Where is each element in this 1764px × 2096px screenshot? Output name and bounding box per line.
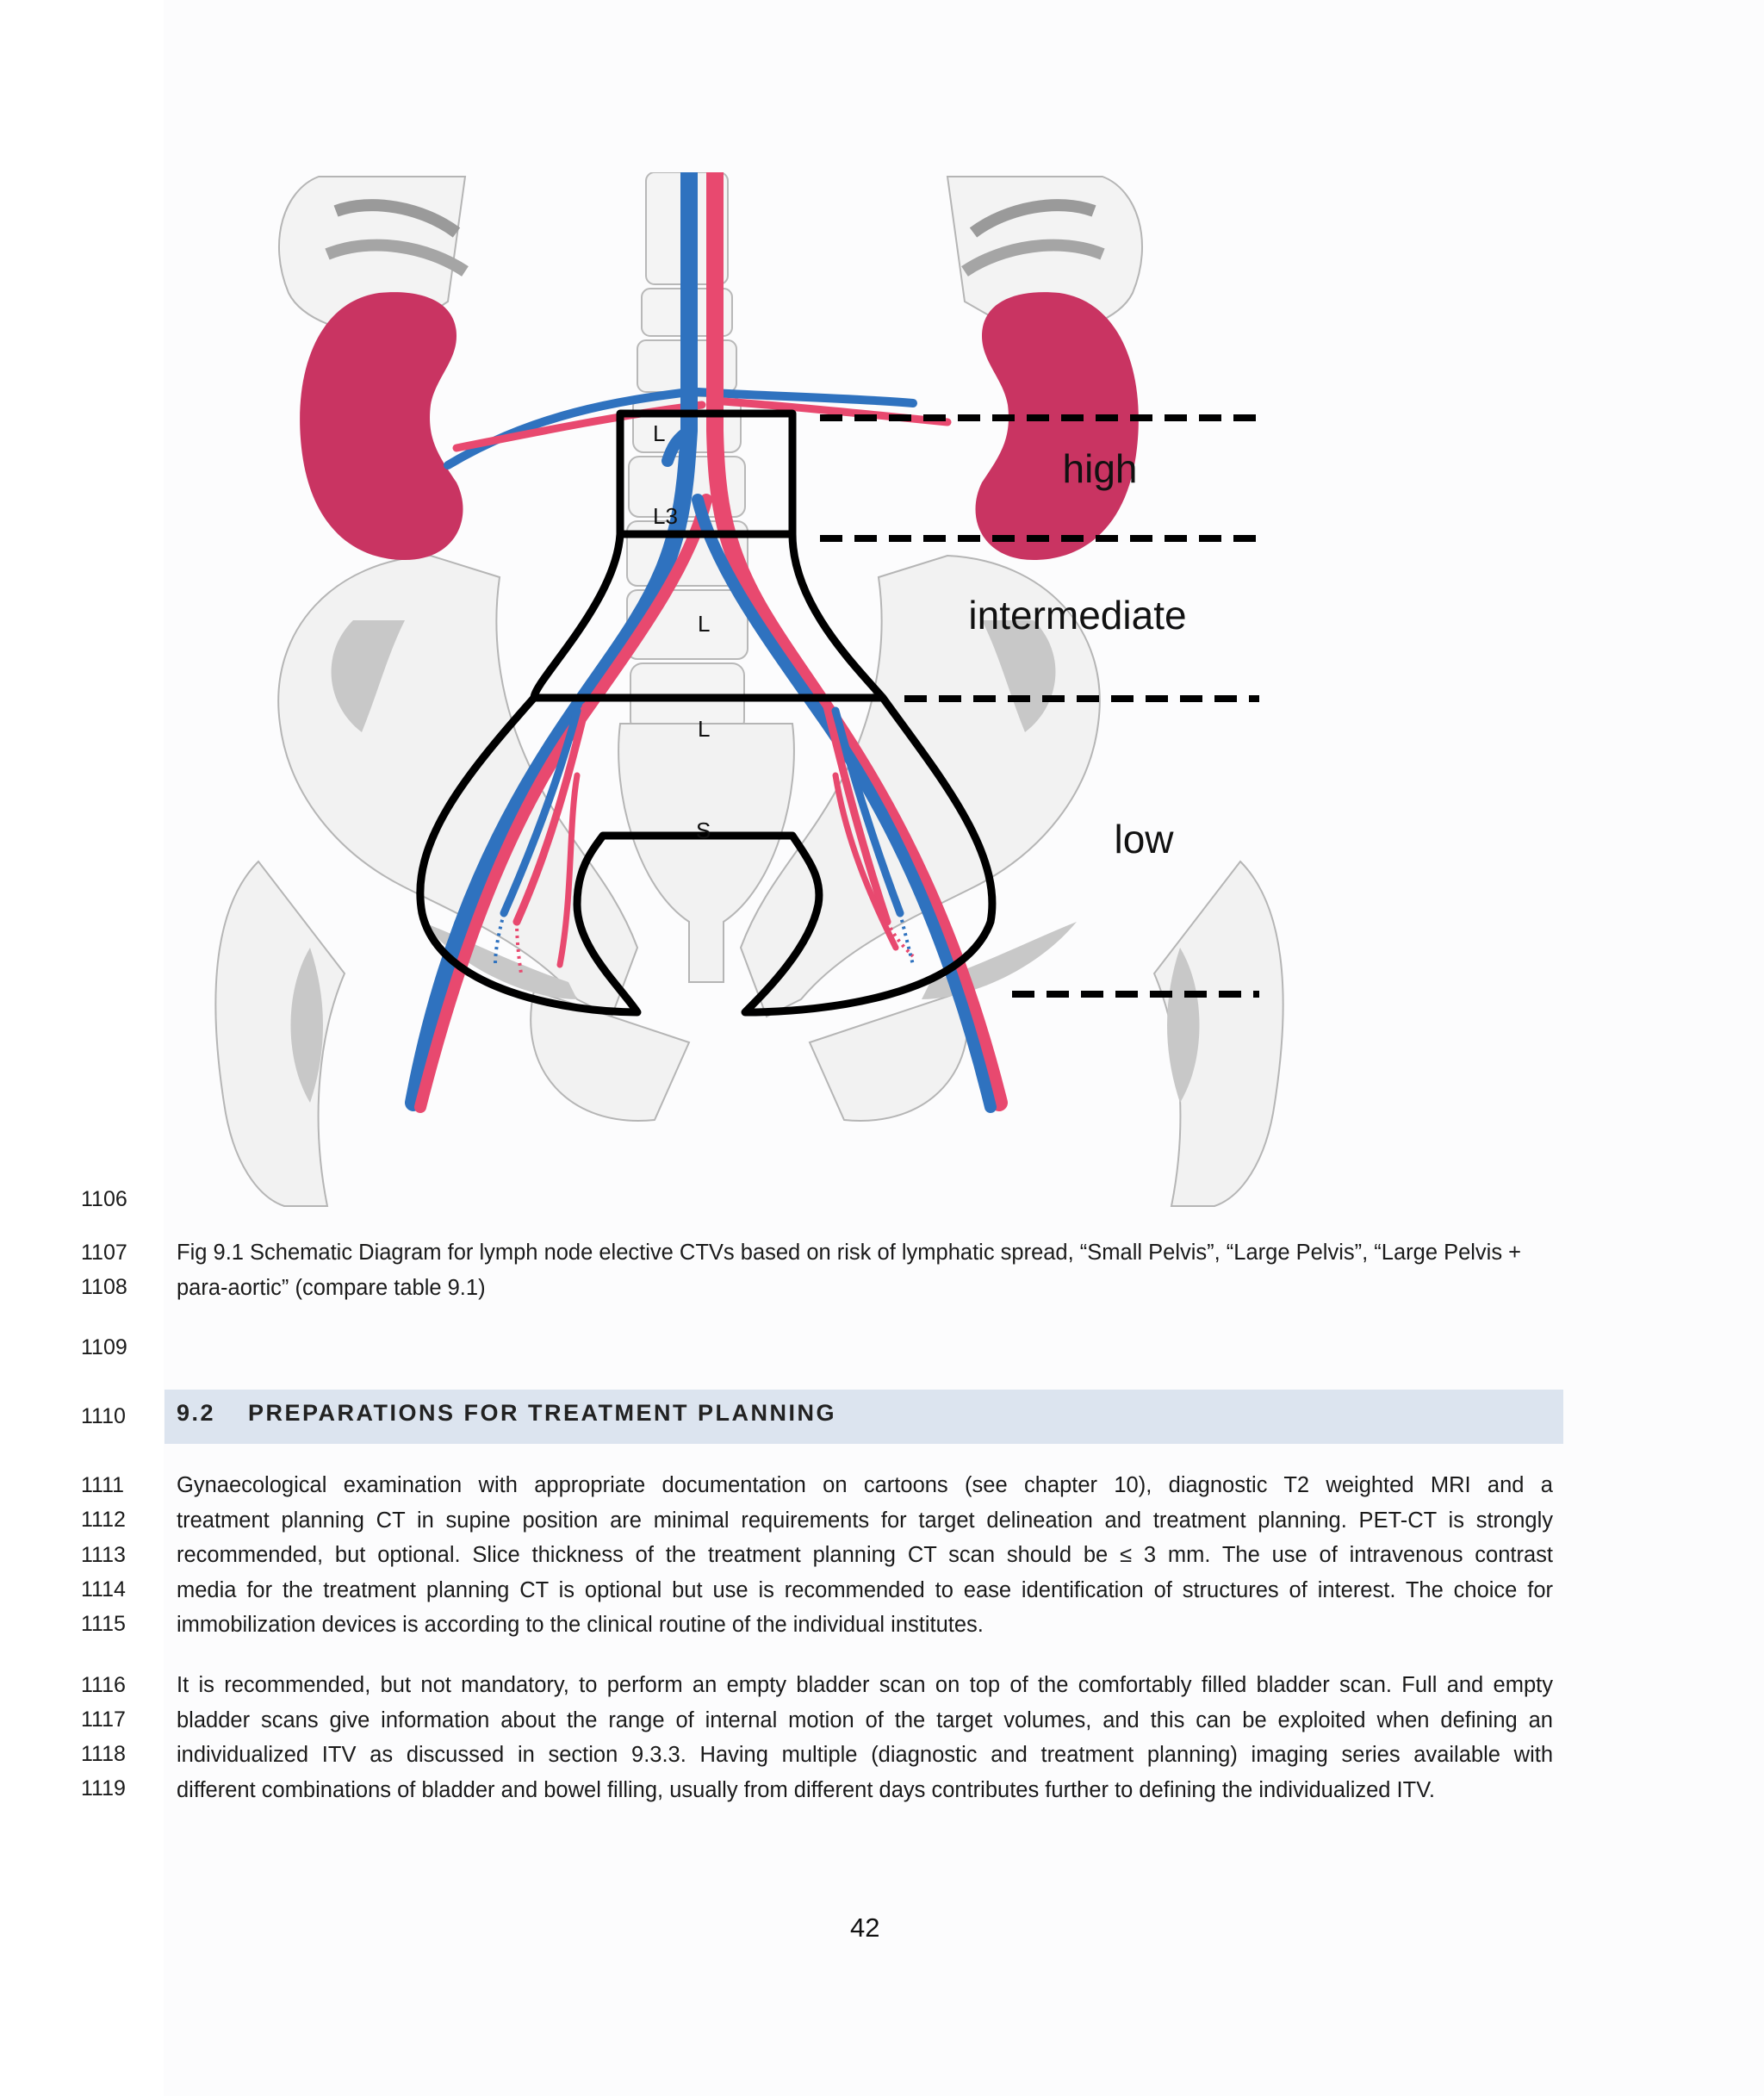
line-number: 1111	[81, 1473, 125, 1497]
vertebra-label-l4: L	[698, 611, 711, 637]
line-number: 1113	[81, 1543, 126, 1567]
text-line: treatment planning CT in supine position are minimal requirements for target delineation and treatment planning. PET-CT is strongly	[177, 1508, 1553, 1533]
caption-line: Fig 9.1 Schematic Diagram for lymph node elective CTVs based on risk of lymphatic spread, “Small Pelvis”, “Large Pelvis”, “Large Pelvis +	[177, 1241, 1522, 1265]
paragraph-2	[177, 1668, 1553, 1807]
section-number: 9.2	[177, 1400, 216, 1426]
line-number: 1108	[81, 1275, 127, 1299]
caption-line: para-aortic” (compare table 9.1)	[177, 1275, 486, 1300]
text-line: media for the treatment planning CT is optional but use is recommended to ease identification of structures of interest. The choice for	[177, 1577, 1553, 1602]
line-number: 1118	[81, 1742, 126, 1766]
region-label-low: low	[1114, 817, 1174, 861]
text-line: recommended, but optional. Slice thickness of the treatment planning CT scan should be ≤ 3 mm. The use of intravenous contrast	[177, 1543, 1553, 1567]
line-number: 1116	[81, 1673, 126, 1697]
text-line: immobilization devices is according to the clinical routine of the individual institutes.	[177, 1613, 984, 1637]
paragraph-1	[177, 1468, 1553, 1643]
line-number: 1109	[81, 1335, 127, 1359]
line-number: 1115	[81, 1612, 126, 1636]
vertebra-label-l5: L	[698, 716, 711, 742]
text-line: individualized ITV as discussed in section 9.3.3. Having multiple (diagnostic and treatment planning) imaging series available with	[177, 1743, 1553, 1767]
vertebra-label-s: S	[696, 818, 711, 843]
line-number: 1114	[81, 1577, 126, 1602]
lymph-node-ctv-diagram	[207, 172, 1292, 1210]
line-number: 1119	[81, 1776, 126, 1801]
figure-caption	[177, 1235, 1553, 1305]
line-number: 1107	[81, 1241, 127, 1265]
vertebra-label-l1: L	[653, 420, 666, 446]
line-number: 1110	[81, 1404, 126, 1428]
line-number: 1106	[81, 1187, 127, 1211]
text-line: bladder scans give information about the range of internal motion of the target volumes, and this can be exploited when defining an	[177, 1707, 1553, 1732]
line-number: 1117	[81, 1707, 126, 1732]
region-label-intermediate: intermediate	[968, 593, 1187, 638]
line-number: 1112	[81, 1508, 126, 1532]
page-number: 42	[850, 1913, 880, 1943]
section-title: PREPARATIONS FOR TREATMENT PLANNING	[248, 1400, 836, 1426]
text-line: Gynaecological examination with appropriate documentation on cartoons (see chapter 10), diagnostic T2 weighted MRI and a	[177, 1473, 1553, 1497]
text-line: It is recommended, but not mandatory, to perform an empty bladder scan on top of the comfortably filled bladder scan. Full and empty	[177, 1673, 1553, 1697]
vertebra-label-l3: L3	[653, 503, 678, 529]
text-line: different combinations of bladder and bowel filling, usually from different days contributes further to defining the individualized ITV.	[177, 1777, 1435, 1802]
region-label-high: high	[1062, 446, 1138, 491]
